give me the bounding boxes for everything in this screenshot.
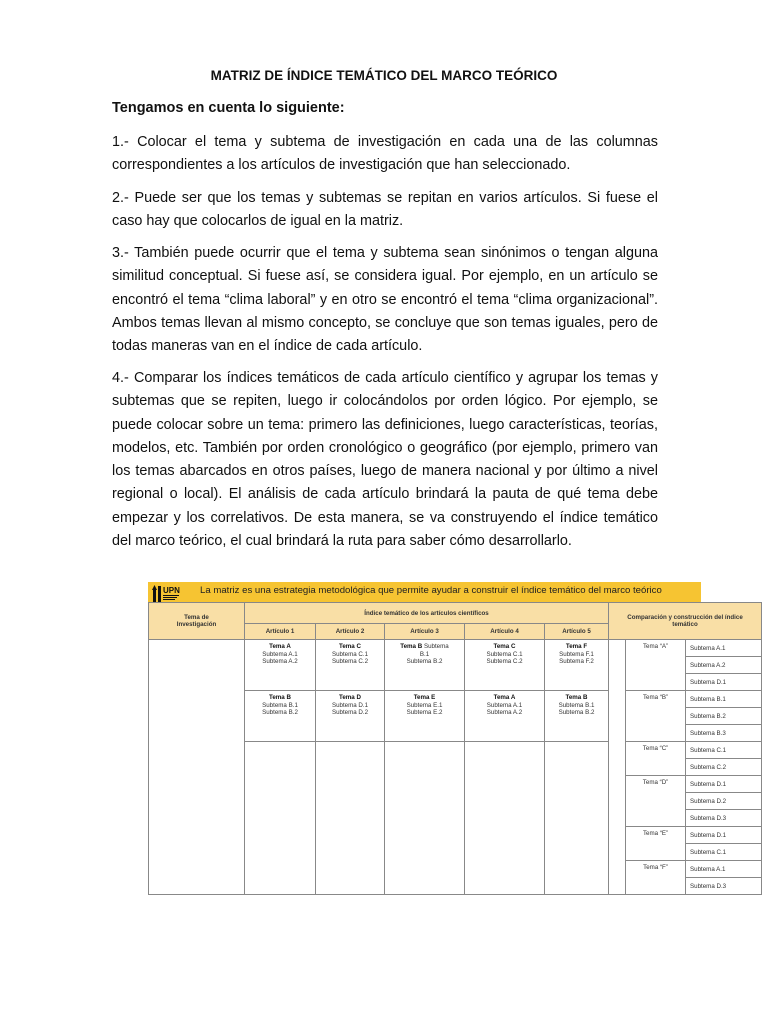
thematic-matrix-table: [148, 602, 762, 895]
comp-sub: Subtema A.1: [686, 861, 762, 878]
comp-tema-b: Tema “B”: [626, 691, 686, 742]
header-articulo-3: Artículo 3: [385, 624, 465, 640]
paragraph-1: 1.- Colocar el tema y subtema de investigación en cada una de las columnas correspondientes a los artículos de investigación que han seleccionado.: [112, 134, 658, 174]
comp-sub: Subtema D.3: [686, 878, 762, 895]
matrix-figure: [148, 582, 743, 891]
paragraph-2: 2.- Puede ser que los temas y subtemas se repitan en varios artículos. Si fuese el caso hay que colocarlos de igual en la matriz.: [112, 190, 658, 230]
upn-logo: [152, 584, 180, 602]
cell-art5-row3: [545, 742, 609, 895]
header-indice: Índice temático de los artículos científicos: [245, 603, 609, 624]
cell-art4-row2: Tema A Subtema A.1 Subtema A.2: [465, 691, 545, 742]
paragraph-3: 3.- También puede ocurrir que el tema y subtema sean sinónimos o tengan alguna similitud conceptual. Si fuese así, se considera igual. Por ejemplo, en un artículo se encontró el tema “clima laboral” y en otro se encontró el tema “clima organizacional”. Ambos temas llevan al mismo concepto, se concluye que son temas iguales, pero de todas maneras van en el índice de cada artículo.: [112, 245, 658, 355]
cell-art3-row2: Tema E Subtema E.1 Subtema E.2: [385, 691, 465, 742]
header-articulo-5: Artículo 5: [545, 624, 609, 640]
comp-sub: Subtema C.1: [686, 844, 762, 861]
svg-text:UPN: UPN: [163, 586, 180, 595]
cell-art1-row1: Tema A Subtema A.1 Subtema A.2: [245, 640, 316, 691]
cell-art5-row1: Tema F Subtema F.1 Subtema F.2: [545, 640, 609, 691]
figure-banner: [148, 582, 701, 602]
comp-sub: Subtema A.1: [686, 640, 762, 657]
comp-tema-a: Tema “A”: [626, 640, 686, 691]
header-articulo-1: Artículo 1: [245, 624, 316, 640]
document-title: MATRIZ DE ÍNDICE TEMÁTICO DEL MARCO TEÓRICO: [210, 68, 558, 83]
comp-sub: Subtema C.1: [686, 742, 762, 759]
comp-tema-e: Tema “E”: [626, 827, 686, 861]
banner-text: La matriz es una estrategia metodológica que permite ayudar a construir el índice temático del marco teórico: [200, 585, 662, 596]
cell-art1-row3: [245, 742, 316, 895]
comp-sub: Subtema D.1: [686, 776, 762, 793]
comp-sub: Subtema C.2: [686, 759, 762, 776]
header-tema-investigacion: Tema de Investigación: [149, 603, 245, 640]
paragraph-4: 4.- Comparar los índices temáticos de cada artículo científico y agrupar los temas y subtemas que se repiten, luego ir colocándolos por orden lógico. Por ejemplo, se puede colocar sobre un tema: primero las definiciones, luego características, teorías, modelos, etc. También por orden cronológico o geográfico (por ejemplo, primero van los temas abarcados en otros países, luego de manera nacional y por último a nivel regional o local). El análisis de cada artículo brindará la pauta de qué tema debe empezar y los correlativos. De esta manera, se va construyendo el índice temático del marco teórico, el cual brindará la ruta para saber cómo desarrollarlo.: [112, 370, 658, 550]
cell-art5-row2: Tema B Subtema B.1 Subtema B.2: [545, 691, 609, 742]
comp-sub: Subtema D.1: [686, 674, 762, 691]
comp-sub: Subtema D.2: [686, 793, 762, 810]
header-articulo-4: Artículo 4: [465, 624, 545, 640]
header-comparacion: Comparación y construcción del índice temático: [609, 603, 762, 640]
tema-investigacion-cell: [149, 640, 245, 895]
spacer-column: [609, 640, 626, 895]
comp-sub: Subtema B.1: [686, 691, 762, 708]
comp-tema-d: Tema “D”: [626, 776, 686, 827]
cell-art2-row1: Tema C Subtema C.1 Subtema C.2: [316, 640, 385, 691]
comp-sub: Subtema A.2: [686, 657, 762, 674]
header-articulo-2: Artículo 2: [316, 624, 385, 640]
cell-art1-row2: Tema B Subtema B.1 Subtema B.2: [245, 691, 316, 742]
comp-sub: Subtema B.2: [686, 708, 762, 725]
comp-sub: Subtema D.3: [686, 810, 762, 827]
comp-sub: Subtema B.3: [686, 725, 762, 742]
cell-art2-row2: Tema D Subtema D.1 Subtema D.2: [316, 691, 385, 742]
cell-art4-row1: Tema C Subtema C.1 Subtema C.2: [465, 640, 545, 691]
cell-art2-row3: [316, 742, 385, 895]
subheading: Tengamos en cuenta lo siguiente:: [112, 100, 345, 116]
cell-art4-row3: [465, 742, 545, 895]
cell-art3-row3: [385, 742, 465, 895]
comp-tema-f: Tema “F”: [626, 861, 686, 895]
comp-tema-c: Tema “C”: [626, 742, 686, 776]
comp-sub: Subtema D.1: [686, 827, 762, 844]
cell-art3-row1: Tema B Subtema B.1 Subtema B.2: [385, 640, 465, 691]
